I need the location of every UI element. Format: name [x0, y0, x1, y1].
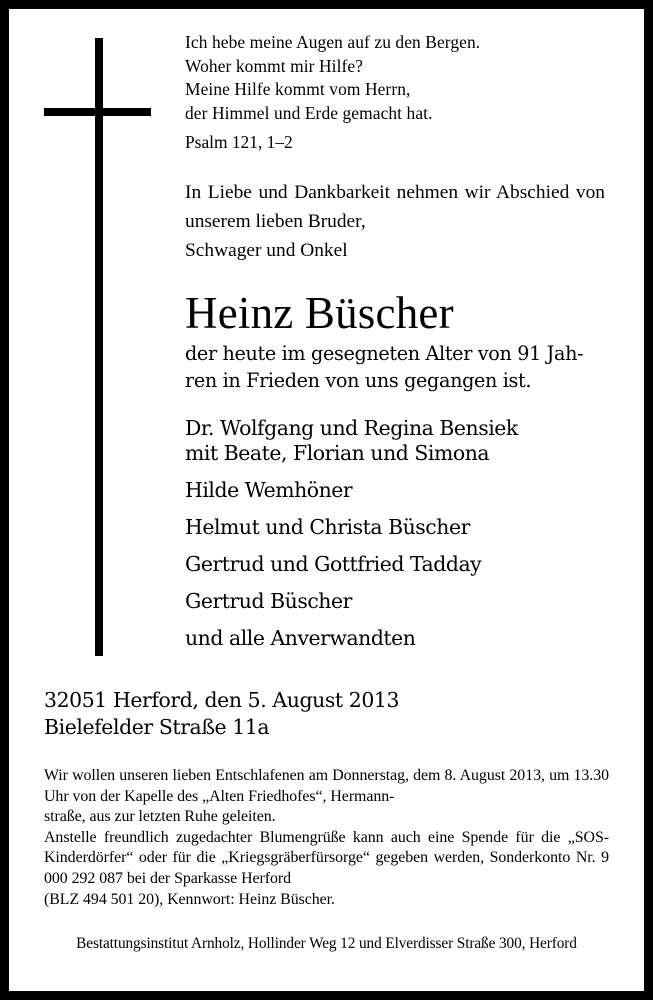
- deceased-note-line-1: der heute im gesegneten Alter von 91 Jah-: [185, 342, 584, 366]
- mourner-line: mit Beate, Florian und Simona: [185, 441, 490, 466]
- funeral-information: [44, 766, 609, 910]
- mourner-line: Dr. Wolfgang und Regina Bensiek: [185, 416, 518, 441]
- mourners-list: [185, 416, 605, 651]
- mourner-line: Hilde Wemhöner: [185, 478, 353, 503]
- mourner-group: [185, 515, 605, 540]
- deceased-name: Heinz Büscher: [185, 288, 454, 339]
- cross-vertical-bar: [95, 38, 103, 656]
- mourner-line: Gertrud Büscher: [185, 589, 352, 614]
- place-date-line-2: Bielefelder Straße 11a: [44, 714, 270, 739]
- bible-verse: [185, 31, 605, 125]
- farewell-last-line: Schwager und Onkel: [185, 239, 348, 261]
- mourner-group: [185, 589, 605, 614]
- donation-paragraph: [44, 828, 609, 910]
- mourner-group: [185, 478, 605, 503]
- christian-cross-icon: [9, 9, 174, 669]
- cross-horizontal-bar: [44, 108, 151, 116]
- place-date-line-1: 32051 Herford, den 5. August 2013: [44, 688, 400, 712]
- upper-content-column: [185, 31, 605, 651]
- funeral-home-credit: Bestattungsinstitut Arnholz, Hollinder Weg 12 und Elverdisser Straße 300, Herford: [76, 935, 577, 953]
- mourner-line: Gertrud und Gottfried Tadday: [185, 552, 482, 577]
- donation-text: Anstelle freundlich zugedachter Blumengrüße kann auch eine Spende für die „SOS-Kinderdörfer“ oder für die „Kriegsgräberfürsorge“ gegeben werden, Sonderkonto Nr. 9 000 292 087 bei der Sparkasse Herford: [44, 828, 609, 887]
- funeral-service-last-line: straße, aus zur letzten Ruhe geleiten.: [44, 808, 276, 826]
- farewell-text: [185, 179, 605, 265]
- donation-last-line: (BLZ 494 501 20), Kennwort: Heinz Büscher.: [44, 890, 335, 908]
- obituary-page: [9, 9, 644, 991]
- mourner-group: [185, 626, 605, 651]
- mourner-group: [185, 416, 605, 466]
- mourner-line: und alle Anverwandten: [185, 626, 416, 651]
- mourner-group: [185, 552, 605, 577]
- lower-content-block: [44, 687, 609, 954]
- verse-line-2: Woher kommt mir Hilfe?: [185, 55, 364, 76]
- place-and-date: [44, 687, 609, 740]
- funeral-service-text: Wir wollen unseren lieben Entschlafenen am Donnerstag, dem 8. August 2013, um 13.30 Uhr von der Kapelle des „Alten Friedhofes“, Hermann-: [44, 767, 609, 805]
- verse-line-1: Ich hebe meine Augen auf zu den Bergen.: [185, 32, 481, 52]
- funeral-service-paragraph: [44, 766, 609, 828]
- mourner-line: Helmut und Christa Büscher: [185, 515, 470, 540]
- verse-line-3: Meine Hilfe kommt vom Herrn,: [185, 79, 411, 100]
- verse-line-4: der Himmel und Erde gemacht hat.: [185, 102, 433, 123]
- verse-source: Psalm 121, 1–2: [185, 132, 293, 153]
- farewell-main: In Liebe und Dankbarkeit nehmen wir Abschied von unserem lieben Bruder,: [185, 181, 605, 232]
- deceased-note: [185, 341, 605, 394]
- deceased-note-line-2: ren in Frieden von uns gegangen ist.: [185, 368, 532, 392]
